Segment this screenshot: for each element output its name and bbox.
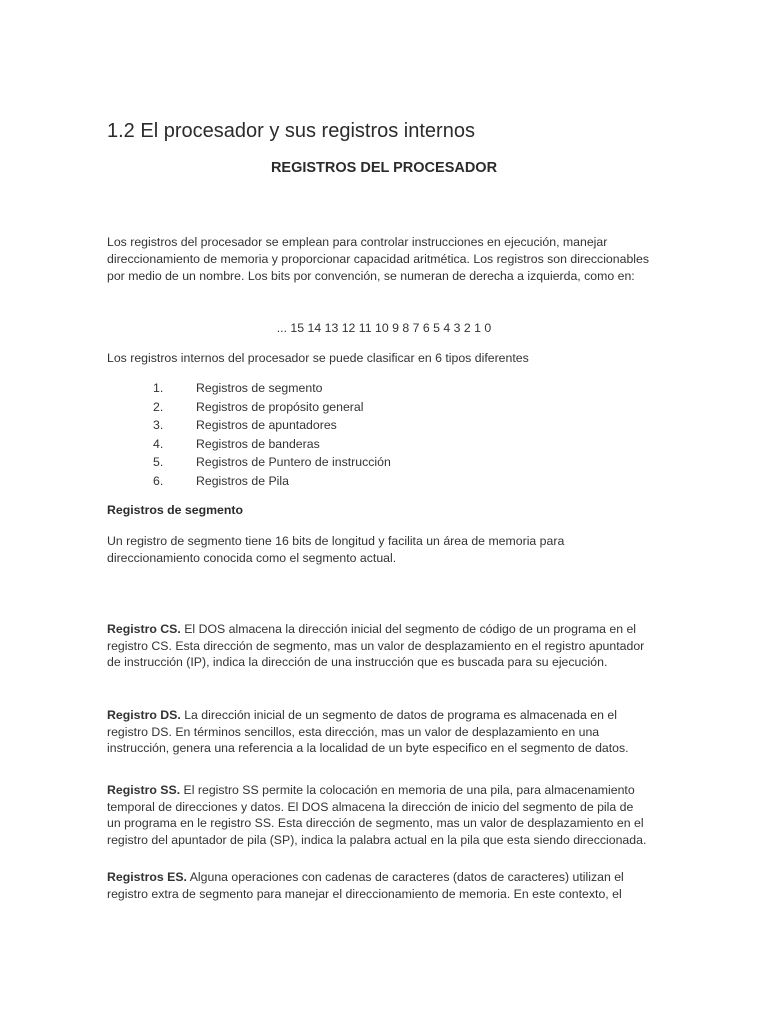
register-es-paragraph	[107, 852, 677, 902]
register-cs-text: El DOS almacena la dirección inicial del segmento de código de un programa en el registro CS. Esta dirección de segmento, mas un valor de desplazamiento en el registro apuntador de instrucción (IP), indica la dirección de una instrucción que es buscada para su ejecución.	[107, 621, 645, 670]
register-es-name: Registros ES.	[107, 869, 187, 884]
list-item	[107, 435, 391, 454]
list-item-number: 1.	[153, 381, 164, 395]
list-item-number: 3.	[153, 418, 164, 432]
list-item-label: Registros de apuntadores	[196, 418, 337, 432]
list-item-label: Registros de Pila	[196, 473, 289, 488]
list-item	[107, 379, 391, 398]
list-item	[107, 472, 391, 491]
register-cs-name: Registro CS.	[107, 621, 181, 636]
classification-intro: Los registros internos del procesador se puede clasificar en 6 tipos diferentes	[107, 351, 529, 365]
intro-paragraph: Los registros del procesador se emplean para controlar instrucciones en ejecución, manejar direccionamiento de memoria y proporcionar capacidad aritmética. Los registros son direccionables por medio de un nombre. Los bits por convención, se numeran de derecha a izquierda, como en:	[107, 235, 650, 283]
list-item-number: 2.	[153, 399, 164, 414]
list-item-label: Registros de Puntero de instrucción	[196, 455, 391, 469]
page-title: 1.2 El procesador y sus registros internos	[107, 120, 475, 142]
list-item-number: 4.	[153, 436, 164, 451]
bit-numbering: ... 15 14 13 12 11 10 9 8 7 6 5 4 3 2 1 0	[276, 321, 492, 335]
register-ss-text: El registro SS permite la colocación en memoria de una pila, para almacenamiento temporal de direcciones y datos. El DOS almacena la dirección de inicio del segmento de pila de un programa en le registro SS. Esta dirección de segmento, mas un valor de desplazamiento en el registro del apuntador de pila (SP), indica la palabra actual en la pila que esta siendo direccionada.	[107, 782, 647, 848]
list-item-label: Registros de propósito general	[196, 399, 364, 414]
segment-description: Un registro de segmento tiene 16 bits de longitud y facilita un área de memoria para direccionamiento conocida como el segmento actual.	[107, 534, 565, 565]
list-item	[107, 416, 391, 435]
register-ds-name: Registro DS.	[107, 707, 181, 722]
register-es-text: Alguna operaciones con cadenas de caracteres (datos de caracteres) utilizan el registro extra de segmento para manejar el direccionamiento de memoria. En este contexto, el	[107, 869, 624, 901]
register-types-list	[107, 379, 391, 490]
register-ds-paragraph	[107, 690, 677, 757]
list-item-number: 6.	[153, 473, 164, 488]
register-ds-text: La dirección inicial de un segmento de datos de programa es almacenada en el registro DS. En términos sencillos, esta dirección, mas un valor de desplazamiento en una instrucción, genera una referencia a la localidad de un byte especifico en el segmento de datos.	[107, 707, 629, 756]
register-ss-paragraph	[107, 765, 677, 849]
list-item	[107, 398, 391, 417]
list-item-label: Registros de segmento	[196, 381, 323, 395]
list-item	[107, 453, 391, 472]
list-item-number: 5.	[153, 455, 164, 469]
section-heading: REGISTROS DEL PROCESADOR	[270, 160, 498, 176]
register-ss-name: Registro SS.	[107, 782, 181, 797]
register-cs-paragraph	[107, 604, 677, 671]
segment-registers-heading: Registros de segmento	[107, 503, 243, 517]
list-item-label: Registros de banderas	[196, 436, 320, 451]
